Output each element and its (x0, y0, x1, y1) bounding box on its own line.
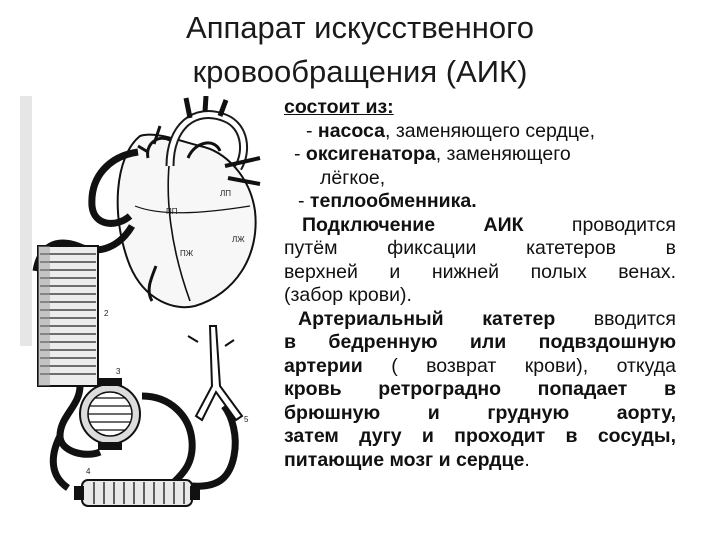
connection-line-3: верхней и нижней полых венах. (284, 260, 676, 283)
arterial-line-1: Артериальный катетер вводится (298, 307, 676, 330)
arterial-line-6: затем дугу и проходит в сосуды, (284, 425, 676, 447)
label-4: 4 (86, 467, 91, 476)
list-item-oxygenator: - оксигенатора, заменяющего (294, 143, 571, 165)
heart (118, 96, 260, 307)
slide-title (0, 6, 720, 94)
heart-lung-machine-diagram (20, 96, 290, 536)
connection-line-2: путём фиксации катетеров в (284, 237, 676, 259)
label-pzh: ПЖ (180, 249, 194, 258)
label-3: 3 (116, 367, 121, 376)
roller-pump (80, 378, 140, 450)
list-item-pump: - насоса, заменяющего сердце, (306, 119, 596, 142)
label-pp: ПП (166, 207, 178, 216)
oxygenator (38, 246, 98, 386)
label-lzh: ЛЖ (232, 235, 245, 244)
title-line-1: Аппарат искусственного (186, 10, 534, 45)
arterial-line-2: в бедренную или подвздошную (284, 331, 676, 353)
connection-line-4: (забор крови). (284, 284, 412, 306)
arterial-line-3: артерии ( возврат крови), откуда (284, 354, 676, 377)
label-5: 5 (244, 415, 249, 424)
arterial-line-5: брюшную и грудную аорту, (284, 401, 676, 424)
slide-text (284, 96, 676, 472)
edge-shadow (20, 96, 32, 346)
label-lp: ЛП (220, 189, 231, 198)
arterial-line-4: кровь ретроградно попадает в (284, 378, 676, 400)
label-2: 2 (104, 309, 109, 318)
consists-of-heading: состоит из: (284, 96, 394, 118)
arterial-line-7: питающие мозг и сердце. (284, 448, 530, 471)
heat-exchanger (74, 480, 200, 506)
list-item-heat-exchanger: - теплообменника. (298, 190, 477, 212)
connection-line-1: Подключение АИК проводится (302, 213, 676, 236)
title-line-2: кровообращения (АИК) (192, 54, 528, 89)
aorta-and-iliac-arteries (188, 326, 242, 420)
list-item-oxygenator-cont: лёгкое, (320, 166, 386, 189)
